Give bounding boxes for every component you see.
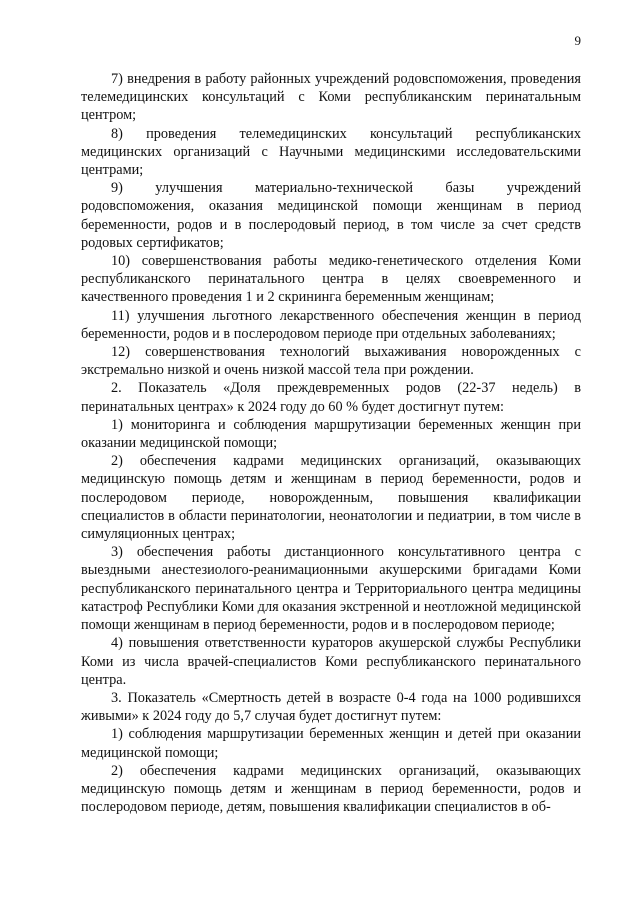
document-body (81, 70, 581, 816)
paragraph-9-material-base: 9) улучшения материально-технической базы учреждений родовспоможения, оказания медицинской помощи женщинам в период беременности, родов и в послеродовый период, в том числе за счет средств родовых сертификатов; (81, 180, 581, 251)
paragraph-11-drug-provision: 11) улучшения льготного лекарственного обеспечения женщин в период беременности, родов и в послеродовом периоде при отдельных заболеваниях; (81, 307, 581, 342)
indicator-2-item-3: 3) обеспечения работы дистанционного консультативного центра с выездными анестезиолого-реанимационными акушерскими бригадами Коми республиканского перинатального центра и Территориального центра медицины катастроф Республики Коми для оказания экстренной и неотложной медицинской помощи женщинам в период беременности, родов и в послеродовом периоде; (81, 544, 581, 634)
indicator-3-heading: 3. Показатель «Смертность детей в возрасте 0-4 года на 1000 родившихся живыми» к 2024 году до 5,7 случая будет достигнут путем: (81, 689, 581, 725)
indicator-3-item-1: 1) соблюдения маршрутизации беременных женщин и детей при оказании медицинской помощи; (81, 726, 581, 761)
indicator-2-item-2: 2) обеспечения кадрами медицинских организаций, оказывающих медицинскую помощь детям и женщинам в период беременности, родов и послеродовом периоде, новорожденным, повышения квалификации специалистов в области перинатологии, неонатологии и педиатрии, в том числе в симуляционных центрах; (81, 453, 581, 543)
indicator-2-item-4: 4) повышения ответственности кураторов акушерской службы Республики Коми из числа врачей-специалистов Коми республиканского перинатального центра. (81, 635, 581, 688)
paragraph-12-newborn-care: 12) совершенствования технологий выхаживания новорожденных с экстремально низкой и очень низкой массой тела при рождении. (81, 344, 581, 379)
indicator-2-heading: 2. Показатель «Доля преждевременных родов (22-37 недель) в перинатальных центрах» к 2024 году до 60 % будет достигнут путем: (81, 380, 581, 415)
paragraph-7-telemedicine-districts: 7) внедрения в работу районных учреждений родовспоможения, проведения телемедицинских консультаций с Коми республиканским перинатальным центром; (81, 71, 581, 124)
indicator-3-item-2: 2) обеспечения кадрами медицинских организаций, оказывающих медицинскую помощь детям и женщинам в период беременности, родов и послеродовом периоде, детям, повышения квалификации специалистов в об- (81, 762, 581, 816)
paragraph-8-telemedicine-centers: 8) проведения телемедицинских консультаций республиканских медицинских организаций с Научными медицинскими исследовательскими центрами; (81, 125, 581, 179)
page-number: 9 (574, 33, 581, 48)
paragraph-10-genetics: 10) совершенствования работы медико-генетического отделения Коми республиканского перинатального центра в целях своевременного и качественного проведения 1 и 2 скрининга беременным женщинам; (81, 253, 581, 306)
indicator-2-item-1: 1) мониторинга и соблюдения маршрутизации беременных женщин при оказании медицинской помощи; (81, 416, 581, 452)
